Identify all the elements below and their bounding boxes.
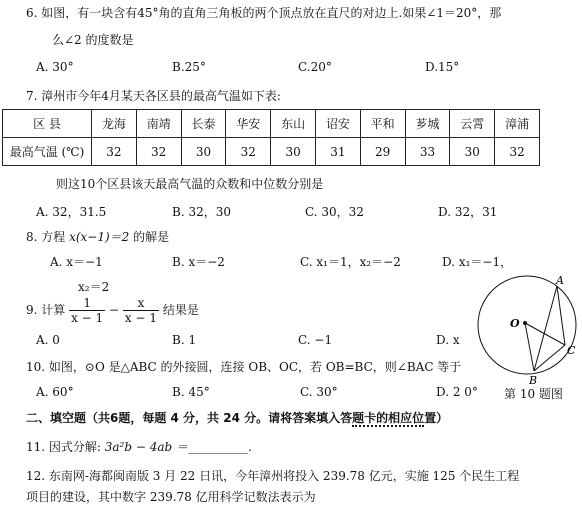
q12-line2: 项目的建设，其中数字 239.78 亿用科学记数法表示为 <box>26 490 316 504</box>
q11-blank: __________. <box>188 440 252 454</box>
table-cell: 30 <box>450 138 495 166</box>
q9-option-b: B. 1 <box>172 333 197 347</box>
table-cell: 31 <box>315 138 360 166</box>
q9-stem <box>26 296 199 325</box>
side-bc <box>534 345 565 371</box>
q8-stem-pre: 8. 方程 <box>26 230 70 244</box>
radius-ob <box>525 323 534 371</box>
table-cell: 南靖 <box>136 110 181 138</box>
table-cell: 龙海 <box>92 110 137 138</box>
table-header-cell: 最高气温 (℃) <box>3 138 92 166</box>
q10-option-b: B. 45° <box>172 385 210 399</box>
q7-option-a: A. 32，31.5 <box>36 205 107 219</box>
radius-oc <box>525 323 565 345</box>
table-cell: 32 <box>136 138 181 166</box>
q8-option-c: C. x₁＝1，x₂＝−2 <box>300 255 401 269</box>
q8-option-a: A. x＝−1 <box>50 255 103 269</box>
q7-stem: 7. 漳州市今年4月某天各区县的最高气温如下表: <box>26 89 281 103</box>
q7-question: 则这10个区县该天最高气温的众数和中位数分别是 <box>56 177 324 191</box>
table-header-cell: 区 县 <box>3 110 92 138</box>
label-c: C <box>567 344 576 357</box>
q8-equation: x(x−1)＝2 <box>69 230 130 244</box>
q8-stem <box>26 228 169 245</box>
q9-fraction-2 <box>123 296 159 325</box>
q8-option-b: B. x＝−2 <box>172 255 225 269</box>
q6-stem-line1: 6. 如图，有一块含有45°角的直角三角板的两个顶点放在直尺的对边上.如果∠1＝20°，那 <box>26 6 502 20</box>
table-cell: 32 <box>92 138 137 166</box>
q6-option-a: A. 30° <box>36 60 74 74</box>
q9-fraction-1 <box>69 296 105 325</box>
q9-stem-pre: 9. 计算 <box>26 303 66 317</box>
table-cell: 29 <box>360 138 405 166</box>
q10-option-d: D. 2 0° <box>436 385 478 399</box>
table-cell: 33 <box>405 138 450 166</box>
q9-option-d: D. x <box>436 333 460 347</box>
label-o: O <box>510 317 520 330</box>
q10-option-a: A. 60° <box>36 385 74 399</box>
section-2-heading-pre: 二、填空题（共6题，每题 4 分，共 24 分。请将答案填入答 <box>26 411 353 425</box>
q6-option-b: B.25° <box>172 60 206 74</box>
q8-option-d: D. x₁＝−1， <box>442 255 513 269</box>
side-ab <box>534 286 557 371</box>
q9-fraction-1-numerator: 1 <box>69 296 105 311</box>
q9-fraction-2-numerator: x <box>123 296 159 311</box>
table-row <box>3 110 540 138</box>
table-cell: 30 <box>181 138 226 166</box>
q9-option-c: C. −1 <box>298 333 333 347</box>
table-cell: 长泰 <box>181 110 226 138</box>
table-row <box>3 138 540 166</box>
q9-fraction-2-denominator: x − 1 <box>124 311 157 325</box>
q7-option-c: C. 30，32 <box>305 205 364 219</box>
q7-option-b: B. 32，30 <box>172 205 231 219</box>
table-cell: 云霄 <box>450 110 495 138</box>
q11-expression: 3a²b − 4ab ＝ <box>104 440 189 454</box>
q11-stem <box>26 438 252 455</box>
table-cell: 华安 <box>226 110 271 138</box>
table-cell: 漳浦 <box>495 110 540 138</box>
q7-option-d: D. 32，31 <box>438 205 498 219</box>
q6-stem-line2: 么∠2 的度数是 <box>52 33 134 47</box>
section-2-heading-dotted: 题卡的相应位 <box>352 411 425 425</box>
table-cell: 32 <box>226 138 271 166</box>
table-cell: 平和 <box>360 110 405 138</box>
q9-fraction-1-denominator: x − 1 <box>71 311 104 325</box>
table-cell: 32 <box>495 138 540 166</box>
q6-option-d: D.15° <box>425 60 460 74</box>
label-b: B <box>529 374 538 387</box>
table-cell: 芗城 <box>405 110 450 138</box>
q11-stem-text: 11. 因式分解: <box>26 440 105 454</box>
section-2-heading <box>26 409 448 426</box>
label-a: A <box>556 274 564 287</box>
q12-line1: 12. 东南网-海都闽南版 3 月 22 日讯，今年漳州将投入 239.78 亿元，实施 125 个民生工程 <box>26 469 520 483</box>
circumcircle <box>478 276 576 374</box>
q6-option-c: C.20° <box>298 60 332 74</box>
table-cell: 诏安 <box>315 110 360 138</box>
side-ac <box>557 286 565 345</box>
q10-option-c: C. 30° <box>300 385 338 399</box>
q9-stem-post: 结果是 <box>162 303 199 317</box>
section-2-heading-post: 置） <box>424 411 449 425</box>
temperature-table <box>2 109 540 166</box>
table-cell: 东山 <box>271 110 316 138</box>
q9-option-a: A. 0 <box>36 333 60 347</box>
q9-minus: − <box>109 303 120 317</box>
q8-stem-post: 的解是 <box>129 230 170 244</box>
q10-circle-figure <box>474 270 582 390</box>
q10-stem: 10. 如图，⊙O 是△ABC 的外接圆，连接 OB、OC，若 OB=BC，则∠BAC 等于 <box>26 360 462 374</box>
q8-option-d-line2: x₂＝2 <box>78 280 110 294</box>
q10-figure-caption: 第 10 题图 <box>504 387 563 401</box>
table-cell: 30 <box>271 138 316 166</box>
